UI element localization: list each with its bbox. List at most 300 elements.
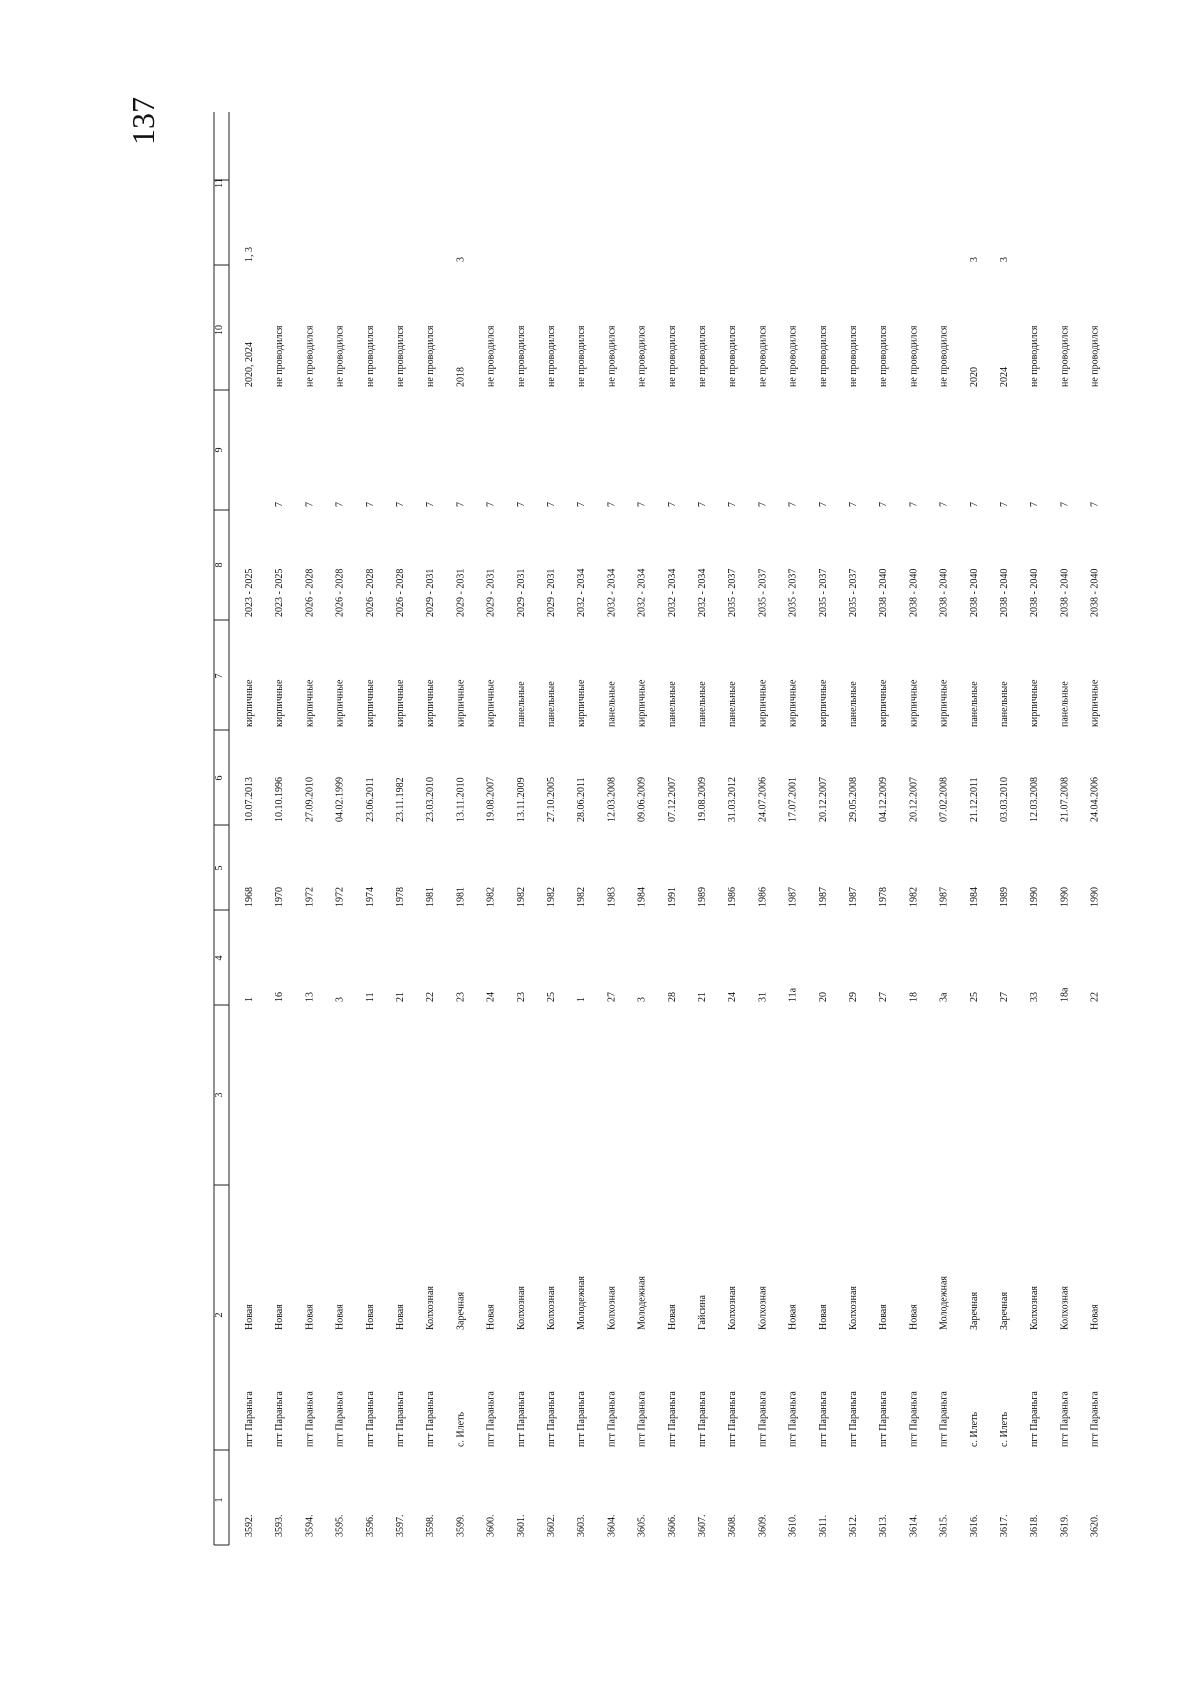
table-cell: 2038 - 2040: [1089, 568, 1101, 617]
table-cell: 27.10.2005: [546, 777, 557, 822]
table-cell: 20.12.2007: [817, 777, 829, 822]
table-cell: 3597.: [395, 1514, 406, 1537]
table-cell: панельные: [546, 681, 557, 727]
table-header-row: [214, 178, 225, 1502]
table-cell: 1989: [999, 887, 1010, 907]
table-cell: Заречная: [455, 1291, 467, 1330]
column-header: 1: [214, 1497, 225, 1503]
table-cell: 1972: [334, 887, 346, 907]
table-cell: 1990: [1089, 887, 1101, 907]
table-cell: Молодежная: [576, 1275, 588, 1330]
table-cell: 1982: [546, 887, 557, 907]
table-cell: 2038 - 2040: [999, 568, 1010, 617]
page-number: 137: [125, 97, 161, 145]
table-cell: 29: [848, 992, 859, 1002]
table-cell: 3596.: [364, 1514, 376, 1537]
table-cell: Колхозная: [1029, 1286, 1041, 1330]
table-cell: 7: [697, 502, 708, 507]
table-row: [425, 325, 436, 1537]
table-cell: Молодежная: [636, 1275, 648, 1330]
table-cell: 7: [1059, 502, 1071, 507]
table-cell: кирпичные: [878, 679, 890, 727]
table-cell: 1987: [787, 887, 799, 907]
table-cell: 23.06.2011: [364, 777, 376, 822]
table-cell: пгт Параньга: [334, 1391, 346, 1447]
table-cell: 3620.: [1089, 1514, 1101, 1537]
table-cell: 21.12.2011: [968, 777, 980, 822]
table-cell: 27.09.2010: [304, 777, 316, 822]
table-row: [606, 325, 617, 1537]
table-cell: не проводился: [364, 325, 376, 387]
table-cell: 7: [666, 502, 678, 507]
table-cell: Молодежная: [938, 1275, 950, 1330]
table-cell: кирпичные: [485, 679, 497, 727]
table-cell: 3: [999, 257, 1010, 262]
table-cell: 19.08.2007: [485, 777, 497, 822]
table-cell: пгт Параньга: [666, 1391, 678, 1447]
table-row: [667, 325, 678, 1537]
table-cell: пгт Параньга: [244, 1391, 255, 1447]
table-cell: 1978: [395, 887, 406, 907]
table-cell: 2018: [455, 367, 467, 387]
column-header: 3: [214, 1092, 225, 1098]
table-cell: не проводился: [546, 325, 557, 387]
table-cell: 3615.: [938, 1514, 950, 1537]
table-cell: 1987: [848, 887, 859, 907]
table-cell: 2023 - 2025: [244, 568, 255, 617]
table-cell: 3: [636, 997, 648, 1002]
table-cell: 1986: [727, 887, 739, 907]
table-cell: 1, 3: [244, 247, 255, 262]
table-cell: 3613.: [878, 1514, 890, 1537]
table-cell: 20: [817, 992, 829, 1002]
table-cell: 3617.: [999, 1514, 1010, 1537]
table-cell: Колхозная: [1059, 1286, 1071, 1330]
table-cell: Новая: [274, 1304, 286, 1330]
table-cell: 2020: [968, 367, 980, 387]
table-cell: кирпичные: [274, 679, 286, 727]
table-cell: 1981: [455, 887, 467, 907]
table-cell: 23.11.1982: [395, 777, 406, 822]
table-cell: пгт Параньга: [515, 1391, 527, 1447]
table-cell: пгт Параньга: [787, 1391, 799, 1447]
table-cell: панельные: [666, 681, 678, 727]
table-cell: 1: [244, 997, 255, 1002]
table-cell: панельные: [999, 681, 1010, 727]
table-cell: 16: [274, 992, 286, 1002]
table-cell: 2020, 2024: [244, 342, 255, 387]
table-cell: 12.03.2008: [606, 777, 618, 822]
table-cell: 24: [485, 992, 497, 1002]
table-cell: Новая: [878, 1304, 890, 1330]
table-cell: пгт Параньга: [727, 1391, 739, 1447]
table-cell: 24.07.2006: [757, 777, 769, 822]
table-cell: пгт Параньга: [697, 1391, 708, 1447]
table-cell: 2032 - 2034: [636, 568, 648, 617]
table-cell: 7: [999, 502, 1010, 507]
table-cell: Новая: [1089, 1304, 1101, 1330]
table-cell: 3612.: [848, 1514, 859, 1537]
table-cell: 1970: [274, 887, 286, 907]
table-cell: 2038 - 2040: [908, 568, 920, 617]
table-cell: 2029 - 2031: [485, 568, 497, 617]
table-cell: Заречная: [999, 1291, 1010, 1330]
table-cell: 3602.: [546, 1514, 557, 1537]
table-cell: кирпичные: [1029, 679, 1041, 727]
table-cell: 1987: [938, 887, 950, 907]
table-row: [757, 325, 768, 1537]
table-cell: 19.08.2009: [697, 777, 708, 822]
table-cell: 7: [485, 502, 497, 507]
table-cell: пгт Параньга: [817, 1391, 829, 1447]
table-cell: 2035 - 2037: [787, 568, 799, 617]
table-cell: 2038 - 2040: [878, 568, 890, 617]
table-cell: 2032 - 2034: [666, 568, 678, 617]
table-cell: пгт Параньга: [606, 1391, 618, 1447]
table-cell: кирпичные: [334, 679, 346, 727]
table-row: [1029, 325, 1040, 1537]
table-cell: 2026 - 2028: [364, 568, 376, 617]
table-cell: не проводился: [1089, 325, 1101, 387]
table-row: [455, 257, 466, 1537]
table-cell: не проводился: [938, 325, 950, 387]
column-header: 10: [214, 325, 225, 335]
table-cell: пгт Параньга: [395, 1391, 406, 1447]
table-row: [727, 325, 738, 1537]
table-cell: 7: [636, 502, 648, 507]
table-cell: 7: [576, 502, 588, 507]
table-cell: 09.06.2009: [636, 777, 648, 822]
table-cell: 3а: [938, 992, 950, 1002]
table-cell: 2026 - 2028: [395, 568, 406, 617]
table-cell: Колхозная: [515, 1286, 527, 1330]
table-cell: 1974: [364, 887, 376, 907]
table-row: [637, 325, 648, 1537]
table-cell: 27: [606, 992, 618, 1002]
table-row: [274, 325, 285, 1537]
table-cell: не проводился: [515, 325, 527, 387]
table-cell: Новая: [244, 1304, 255, 1330]
table-cell: 2032 - 2034: [606, 568, 618, 617]
table-cell: 1968: [244, 887, 255, 907]
table-cell: Новая: [485, 1304, 497, 1330]
table-row: [486, 325, 497, 1537]
table-cell: Новая: [304, 1304, 316, 1330]
column-header: 6: [214, 775, 225, 781]
table-cell: 3601.: [515, 1514, 527, 1537]
table-row: [395, 325, 406, 1537]
column-header: 5: [214, 865, 225, 871]
table-cell: 10.07.2013: [244, 777, 255, 822]
table-cell: кирпичные: [817, 679, 829, 727]
table-cell: 1987: [817, 887, 829, 907]
table-cell: 3592.: [244, 1514, 255, 1537]
table-cell: 2029 - 2031: [455, 568, 467, 617]
table-cell: 7: [364, 502, 376, 507]
table-cell: 1978: [878, 887, 890, 907]
table-cell: 7: [1089, 502, 1101, 507]
table-cell: 7: [455, 502, 467, 507]
table-cell: 2035 - 2037: [817, 568, 829, 617]
table-cell: 2038 - 2040: [1029, 568, 1041, 617]
table-cell: Новая: [787, 1304, 799, 1330]
table-cell: 1989: [697, 887, 708, 907]
table-cell: кирпичные: [425, 679, 437, 727]
table-cell: 7: [395, 502, 406, 507]
table-cell: 7: [757, 502, 769, 507]
table-cell: Новая: [334, 1304, 346, 1330]
table-cell: кирпичные: [364, 679, 376, 727]
table-cell: 3618.: [1029, 1514, 1041, 1537]
table-cell: 1982: [908, 887, 920, 907]
table-cell: панельные: [727, 681, 739, 727]
table-row: [908, 325, 919, 1537]
column-header: 7: [214, 673, 225, 679]
table-cell: 7: [425, 502, 437, 507]
table-cell: 3603.: [576, 1514, 588, 1537]
table-cell: 3609.: [757, 1514, 769, 1537]
table-cell: 3607.: [697, 1514, 708, 1537]
table-cell: 12.03.2008: [1029, 777, 1041, 822]
table-cell: 2026 - 2028: [334, 568, 346, 617]
table-cell: 24.04.2006: [1089, 777, 1101, 822]
table-cell: кирпичные: [304, 679, 316, 727]
table-cell: 1982: [515, 887, 527, 907]
table-cell: 11а: [787, 987, 799, 1002]
table-cell: 3616.: [968, 1514, 980, 1537]
table-cell: панельные: [1059, 681, 1071, 727]
table-cell: 18: [908, 992, 920, 1002]
table-cell: 2032 - 2034: [697, 568, 708, 617]
table-cell: пгт Параньга: [546, 1391, 557, 1447]
table-cell: 3598.: [425, 1514, 437, 1537]
table-cell: 2035 - 2037: [848, 568, 859, 617]
table-row: [788, 325, 799, 1537]
table-cell: пгт Параньга: [1059, 1391, 1071, 1447]
table-cell: 04.02.1999: [334, 777, 346, 822]
table-cell: 2038 - 2040: [1059, 568, 1071, 617]
table-cell: не проводился: [606, 325, 618, 387]
table-cell: кирпичные: [787, 679, 799, 727]
table-cell: кирпичные: [938, 679, 950, 727]
table-cell: 3: [968, 257, 980, 262]
table-cell: 7: [606, 502, 618, 507]
table-cell: 3: [334, 997, 346, 1002]
table-row: [576, 325, 587, 1537]
table-cell: 2029 - 2031: [425, 568, 437, 617]
table-row: [1090, 325, 1101, 1537]
table-cell: 1990: [1029, 887, 1041, 907]
table-cell: 23: [515, 992, 527, 1002]
table-row: [516, 325, 527, 1537]
table-cell: 18а: [1059, 987, 1071, 1002]
table-cell: 3608.: [727, 1514, 739, 1537]
table-cell: 03.03.2010: [999, 777, 1010, 822]
table-cell: 25: [546, 992, 557, 1002]
table-cell: кирпичные: [757, 679, 769, 727]
table-cell: Колхозная: [727, 1286, 739, 1330]
table-cell: 24: [727, 992, 739, 1002]
table-cell: не проводился: [274, 325, 286, 387]
table-cell: 2035 - 2037: [727, 568, 739, 617]
table-cell: 11: [364, 992, 376, 1002]
table-cell: 2024: [999, 367, 1010, 387]
table-cell: 7: [817, 502, 829, 507]
table-cell: 7: [908, 502, 920, 507]
table-cell: 28: [666, 992, 678, 1002]
column-header: 4: [214, 955, 225, 961]
table-cell: 1982: [576, 887, 588, 907]
table-cell: 31: [757, 992, 769, 1002]
table-cell: не проводился: [817, 325, 829, 387]
table-cell: пгт Параньга: [364, 1391, 376, 1447]
table-cell: 3604.: [606, 1514, 618, 1537]
table-cell: не проводился: [425, 325, 437, 387]
table-cell: 3595.: [334, 1514, 346, 1537]
table-row: [818, 325, 829, 1537]
table-cell: 1986: [757, 887, 769, 907]
table-cell: Колхозная: [848, 1286, 859, 1330]
table-cell: панельные: [968, 681, 980, 727]
table-cell: Колхозная: [757, 1286, 769, 1330]
table-cell: панельные: [697, 681, 708, 727]
table-cell: не проводился: [304, 325, 316, 387]
table-cell: 3594.: [304, 1514, 316, 1537]
table-cell: не проводился: [848, 325, 859, 387]
table-cell: не проводился: [636, 325, 648, 387]
table-cell: 1983: [606, 887, 618, 907]
table-cell: 3599.: [455, 1514, 467, 1537]
table-cell: 3593.: [274, 1514, 286, 1537]
table-cell: 21.07.2008: [1059, 777, 1071, 822]
table-cell: пгт Параньга: [878, 1391, 890, 1447]
table-cell: 7: [546, 502, 557, 507]
table-cell: 27: [999, 992, 1010, 1002]
table-cell: 2023 - 2025: [274, 568, 286, 617]
table-cell: пгт Параньга: [1089, 1391, 1101, 1447]
table-row: [848, 325, 859, 1537]
table-cell: кирпичные: [576, 679, 588, 727]
table-cell: 3605.: [636, 1514, 648, 1537]
table-cell: 21: [697, 992, 708, 1002]
table-cell: 1984: [636, 887, 648, 907]
table-cell: пгт Параньга: [304, 1391, 316, 1447]
table-row: [304, 325, 315, 1537]
table-cell: 3614.: [908, 1514, 920, 1537]
column-header: 11: [214, 178, 225, 188]
table-cell: 1990: [1059, 887, 1071, 907]
table-cell: пгт Параньга: [485, 1391, 497, 1447]
table-cell: Колхозная: [425, 1286, 437, 1330]
table-row: [365, 325, 376, 1537]
table-row: [335, 325, 346, 1537]
table-cell: 2032 - 2034: [576, 568, 588, 617]
table-row: [939, 325, 950, 1537]
table-cell: не проводился: [787, 325, 799, 387]
table-cell: не проводился: [757, 325, 769, 387]
table-cell: 04.12.2009: [878, 777, 890, 822]
table-cell: 28.06.2011: [576, 777, 588, 822]
table-cell: не проводился: [1059, 325, 1071, 387]
table-cell: 23: [455, 992, 467, 1002]
table-cell: 7: [515, 502, 527, 507]
table-cell: Новая: [817, 1304, 829, 1330]
table-cell: Новая: [364, 1304, 376, 1330]
table-cell: 27: [878, 992, 890, 1002]
table-cell: 3600.: [485, 1514, 497, 1537]
table-cell: 31.03.2012: [727, 777, 739, 822]
table-cell: 07.12.2007: [666, 777, 678, 822]
table-cell: 3606.: [666, 1514, 678, 1537]
table-cell: 23.03.2010: [425, 777, 437, 822]
table-cell: пгт Параньга: [908, 1391, 920, 1447]
table-cell: не проводился: [878, 325, 890, 387]
table-cell: 7: [938, 502, 950, 507]
table-cell: 2035 - 2037: [757, 568, 769, 617]
table-cell: не проводился: [697, 325, 708, 387]
table-cell: с. Илеть: [968, 1411, 980, 1447]
table-cell: 7: [1029, 502, 1041, 507]
table-cell: 25: [968, 992, 980, 1002]
table-cell: 2038 - 2040: [968, 568, 980, 617]
table-cell: 2026 - 2028: [304, 568, 316, 617]
table-cell: 7: [304, 502, 316, 507]
table-cell: 3610.: [787, 1514, 799, 1537]
table-cell: не проводился: [395, 325, 406, 387]
table-cell: кирпичные: [395, 679, 406, 727]
table-cell: 20.12.2007: [908, 777, 920, 822]
table-row: [999, 257, 1010, 1537]
table-cell: 22: [425, 992, 437, 1002]
column-header: 8: [214, 562, 225, 568]
table-cell: 7: [727, 502, 739, 507]
table-cell: Новая: [908, 1304, 920, 1330]
table-cell: 7: [968, 502, 980, 507]
table-cell: 1991: [666, 887, 678, 907]
table-cell: Заречная: [968, 1291, 980, 1330]
column-header: 9: [214, 447, 225, 453]
table-cell: 7: [334, 502, 346, 507]
table-cell: Новая: [666, 1304, 678, 1330]
table-cell: Гайсина: [697, 1295, 708, 1330]
table-cell: 2029 - 2031: [515, 568, 527, 617]
table-cell: пгт Параньга: [938, 1391, 950, 1447]
table-cell: панельные: [606, 681, 618, 727]
table-cell: панельные: [515, 681, 527, 727]
table-cell: кирпичные: [908, 679, 920, 727]
table-cell: кирпичные: [244, 679, 255, 727]
table-cell: 22: [1089, 992, 1101, 1002]
table-row: [546, 325, 557, 1537]
table-cell: Колхозная: [546, 1286, 557, 1330]
table-row: [969, 257, 980, 1537]
table-cell: пгт Параньга: [274, 1391, 286, 1447]
table-cell: не проводился: [1029, 325, 1041, 387]
table-cell: не проводился: [334, 325, 346, 387]
table-cell: Новая: [395, 1304, 406, 1330]
table-cell: 1972: [304, 887, 316, 907]
table-cell: 1: [576, 997, 588, 1002]
table-cell: 7: [274, 502, 286, 507]
table-cell: 17.07.2001: [787, 777, 799, 822]
table-cell: пгт Параньга: [757, 1391, 769, 1447]
table-cell: 13.11.2010: [455, 777, 467, 822]
table-cell: 3619.: [1059, 1514, 1071, 1537]
table-cell: 2038 - 2040: [938, 568, 950, 617]
table-cell: 21: [395, 992, 406, 1002]
table-row: [878, 325, 889, 1537]
table-cell: кирпичные: [636, 679, 648, 727]
